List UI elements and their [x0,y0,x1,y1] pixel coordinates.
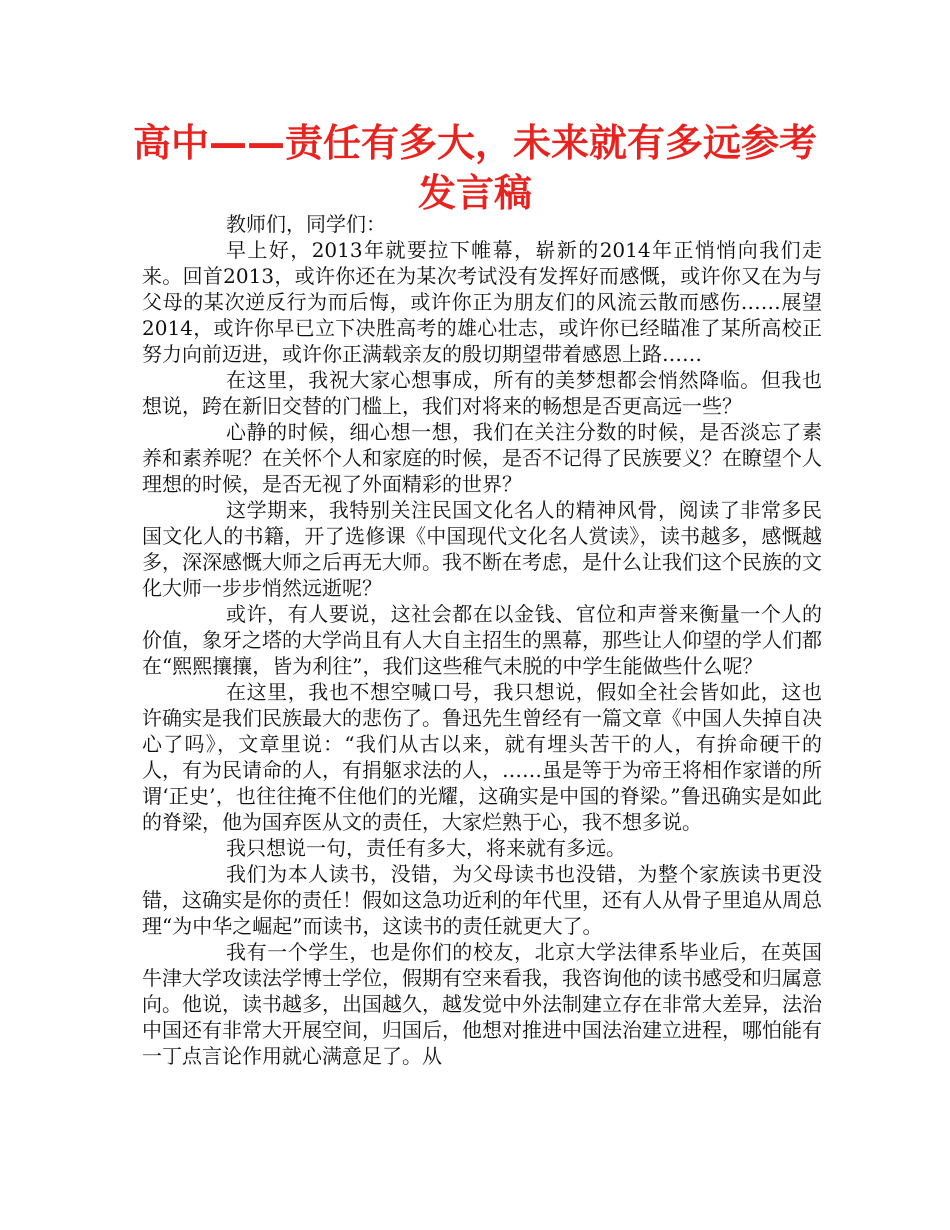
paragraph-8: 我们为本人读书，没错，为父母读书也没错，为整个家族读书更没错，这确实是你的责任！假如这急功近利的年代里，还有人从骨子里追从周总理“为中华之崛起”而读书，这读书的责任就更大了。 [142,862,822,938]
paragraph-6: 在这里，我也不想空喊口号，我只想说，假如全社会皆如此，这也许确实是我们民族最大的悲伤了。鲁迅先生曾经有一篇文章《中国人失掉自决心了吗》，文章里说：“我们从古以来，就有埋头苦干的人，有拚命硬干的人，有为民请命的人，有捐躯求法的人，……虽是等于为帝王将相作家谱的所谓‘正史’，也往往掩不住他们的光耀，这确实是中国的脊梁。”鲁迅确实是如此的脊梁，他为国弃医从文的责任，大家烂熟于心，我不想多说。 [142,680,822,834]
paragraph-1: 早上好，2013年就要拉下帷幕，崭新的2014年正悄悄向我们走来。回首2013，或许你还在为某次考试没有发挥好而感慨，或许你又在为与父母的某次逆反行为而后悔，或许你正为朋友们的风流云散而感伤……展望2014，或许你早已立下决胜高考的雄心壮志，或许你已经瞄准了某所高校正努力向前迈进，或许你正满载亲友的殷切期望带着感恩上路…… [142,238,822,366]
paragraph-5: 或许，有人要说，这社会都在以金钱、官位和声誉来衡量一个人的价值，象牙之塔的大学尚且有人大自主招生的黑幕，那些让人仰望的学人们都在“熙熙攘攘，皆为利往”，我们这些稚气未脱的中学生能做些什么呢？ [142,602,822,678]
paragraph-3: 心静的时候，细心想一想，我们在关注分数的时候，是否淡忘了素养和素养呢？在关怀个人和家庭的时候，是否不记得了民族要义？在瞭望个人理想的时候，是否无视了外面精彩的世界？ [142,420,822,496]
paragraph-7: 我只想说一句，责任有多大，将来就有多远。 [226,836,626,860]
document-title: 高中——责任有多大，未来就有多远参考发言稿 [132,121,817,215]
paragraph-4: 这学期来，我特别关注民国文化名人的精神风骨，阅读了非常多民国文化人的书籍，开了选修课《中国现代文化名人赏读》，读书越多，感慨越多，深深感慨大师之后再无大师。我不断在考虑，是什么让我们这个民族的文化大师一步步悄然远逝呢？ [142,498,822,600]
document-body [142,211,822,1069]
paragraph-9: 我有一个学生，也是你们的校友，北京大学法律系毕业后，在英国牛津大学攻读法学博士学位，假期有空来看我，我咨询他的读书感受和归属意向。他说，读书越多，出国越久，越发觉中外法制建立存在非常大差异，法治中国还有非常大开展空间，归国后，他想对推进中国法治建立进程，哪怕能有一丁点言论作用就心满意足了。从 [142,940,822,1068]
paragraph-greeting: 教师们，同学们： [226,212,386,236]
paragraph-2: 在这里，我祝大家心想事成，所有的美梦想都会悄然降临。但我也想说，跨在新旧交替的门槛上，我们对将来的畅想是否更高远一些？ [142,368,822,418]
